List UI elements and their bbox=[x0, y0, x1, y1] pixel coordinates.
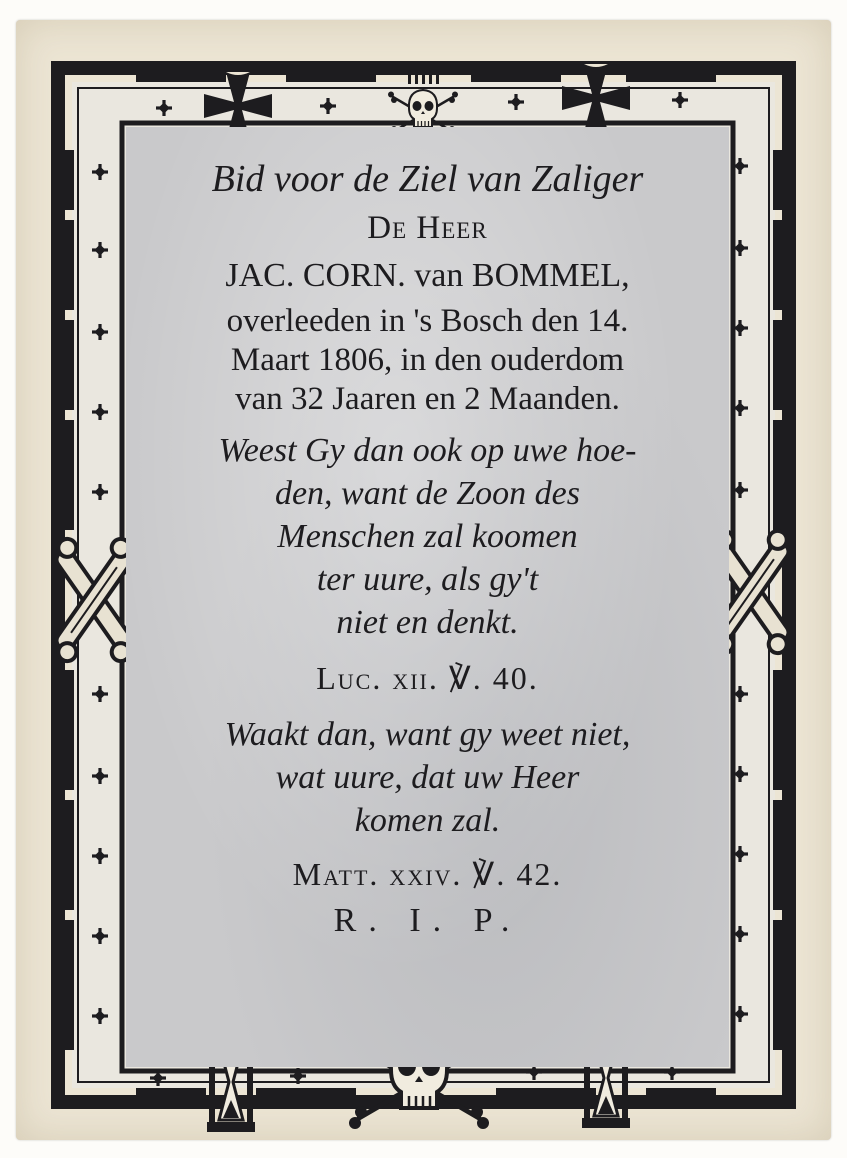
memorial-card bbox=[16, 20, 831, 1140]
verse-line: wat uure, dat uw Heer bbox=[275, 759, 580, 796]
memorial-text bbox=[126, 160, 729, 938]
verse-reference: Matt. xxiv. ℣. 42. bbox=[292, 856, 563, 892]
opening-line: Bid voor de Ziel van Zaliger bbox=[211, 158, 644, 200]
verse-line: ter uure, als gy't bbox=[316, 561, 539, 598]
death-line: Maart 1806, in den ouderdom bbox=[230, 342, 625, 378]
death-line: overleeden in 's Bosch den 14. bbox=[226, 303, 629, 339]
deceased-name: JAC. CORN. van BOMMEL, bbox=[225, 257, 630, 294]
verse-line: den, want de Zoon des bbox=[274, 475, 581, 512]
verse-line: Menschen zal koomen bbox=[277, 518, 578, 555]
verse-line: komen zal. bbox=[354, 802, 501, 839]
verse-reference: Luc. xii. ℣. 40. bbox=[316, 660, 539, 696]
verse-line: Weest Gy dan ook op uwe hoe- bbox=[218, 432, 637, 469]
verse-line: Waakt dan, want gy weet niet, bbox=[224, 716, 631, 753]
verse-line: niet en denkt. bbox=[336, 604, 519, 641]
closing-rip: R. I. P. bbox=[333, 902, 522, 939]
honorific: De Heer bbox=[367, 210, 488, 246]
death-line: van 32 Jaaren en 2 Maanden. bbox=[235, 381, 620, 417]
